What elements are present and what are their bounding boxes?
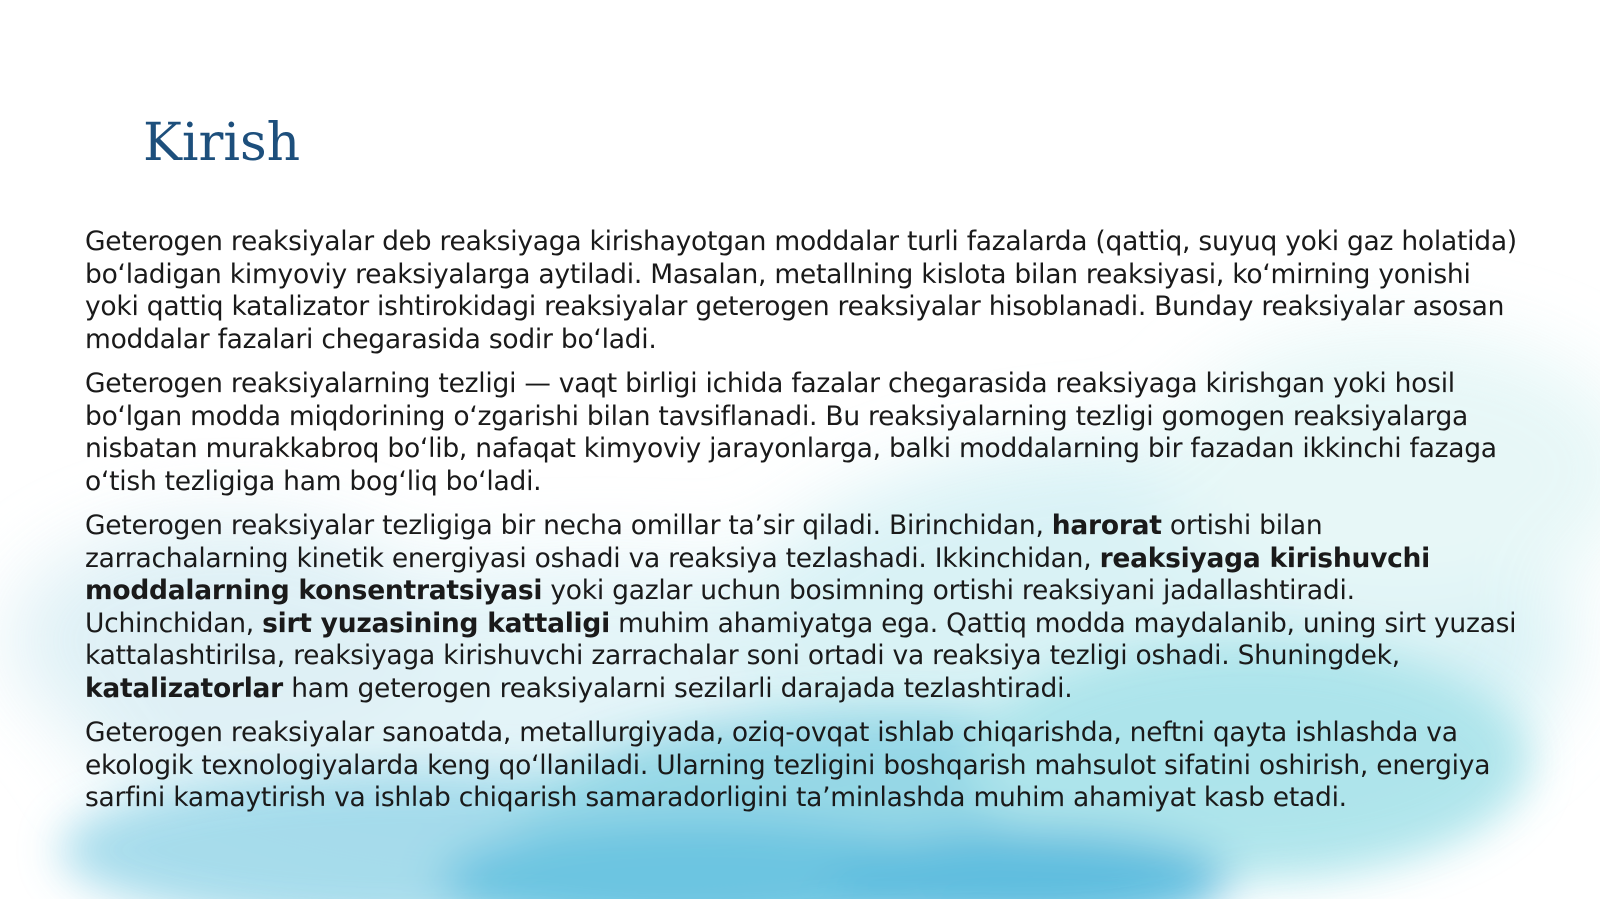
paragraph-rate-definition [85, 368, 1525, 498]
text-run: Geterogen reaksiyalar tezligiga bir necha omillar ta’sir qiladi. Birinchidan, [85, 510, 1052, 541]
text-run: Geterogen reaksiyalarning tezligi — vaqt birligi ichida fazalar chegarasida reaksiyaga kirishgan yoki hosil bo‘lgan modda miqdorining o‘zgarishi bilan tavsiflanadi. Bu reaksiyalarning tezligi gomogen reaksiyalarga nisbatan murakkabroq bo‘lib, nafaqat kimyoviy jarayonlarga, balki moddalarning bir fazadan ikkinchi fazaga o‘tish tezligiga ham bog‘liq bo‘ladi. [85, 368, 1497, 497]
paragraph-applications [85, 717, 1525, 815]
bold-term: sirt yuzasining kattaligi [262, 607, 610, 639]
bold-term: katalizatorlar [85, 672, 284, 704]
bold-term: harorat [1051, 510, 1162, 541]
paragraph-intro [85, 226, 1525, 356]
text-run: ham geterogen reaksiyalarni sezilarli darajada tezlashtiradi. [283, 672, 1073, 704]
text-run: ortishi bilan zarrachalarning kinetik energiyasi oshadi va reaksiya tezlashadi. Ikkinchidan, [85, 510, 1323, 574]
text-run: Geterogen reaksiyalar deb reaksiyaga kirishayotgan moddalar turli fazalarda (qattiq, suyuq yoki gaz holatida) bo‘ladigan kimyoviy reaksiyalarga aytiladi. Masalan, metallning kislota bilan reaksiyasi, ko‘mirning yonishi yoki qattiq katalizator ishtirokidagi reaksiyalar geterogen reaksiyalar hisoblanadi. Bunday reaksiyalar asosan moddalar fazalari chegarasida sodir bo‘ladi. [85, 226, 1517, 355]
bold-term: reaksiyaga kirishuvchi moddalarning konsentratsiyasi [85, 542, 1430, 606]
text-run: yoki gazlar uchun bosimning ortishi reaksiyani jadallashtiradi. Uchinchidan, [85, 575, 1355, 639]
text-run: muhim ahamiyatga ega. Qattiq modda maydalanib, uning sirt yuzasi kattalashtirilsa, reaksiyaga kirishuvchi zarrachalar soni ortadi va reaksiya tezligi oshadi. Shuningdek, [85, 607, 1517, 671]
text-run: Geterogen reaksiyalar sanoatda, metallurgiyada, oziq-ovqat ishlab chiqarishda, neftni qayta ishlashda va ekologik texnologiyalarda keng qo‘llaniladi. Ularning tezligini boshqarish mahsulot sifatini oshirish, energiya sarfini kamaytirish va ishlab chiqarish samaradorligini ta’minlashda muhim ahamiyat kasb etadi. [85, 717, 1491, 813]
slide-body [85, 226, 1525, 827]
paragraph-rate-factors [85, 510, 1525, 705]
slide-title: Kirish [143, 113, 301, 173]
